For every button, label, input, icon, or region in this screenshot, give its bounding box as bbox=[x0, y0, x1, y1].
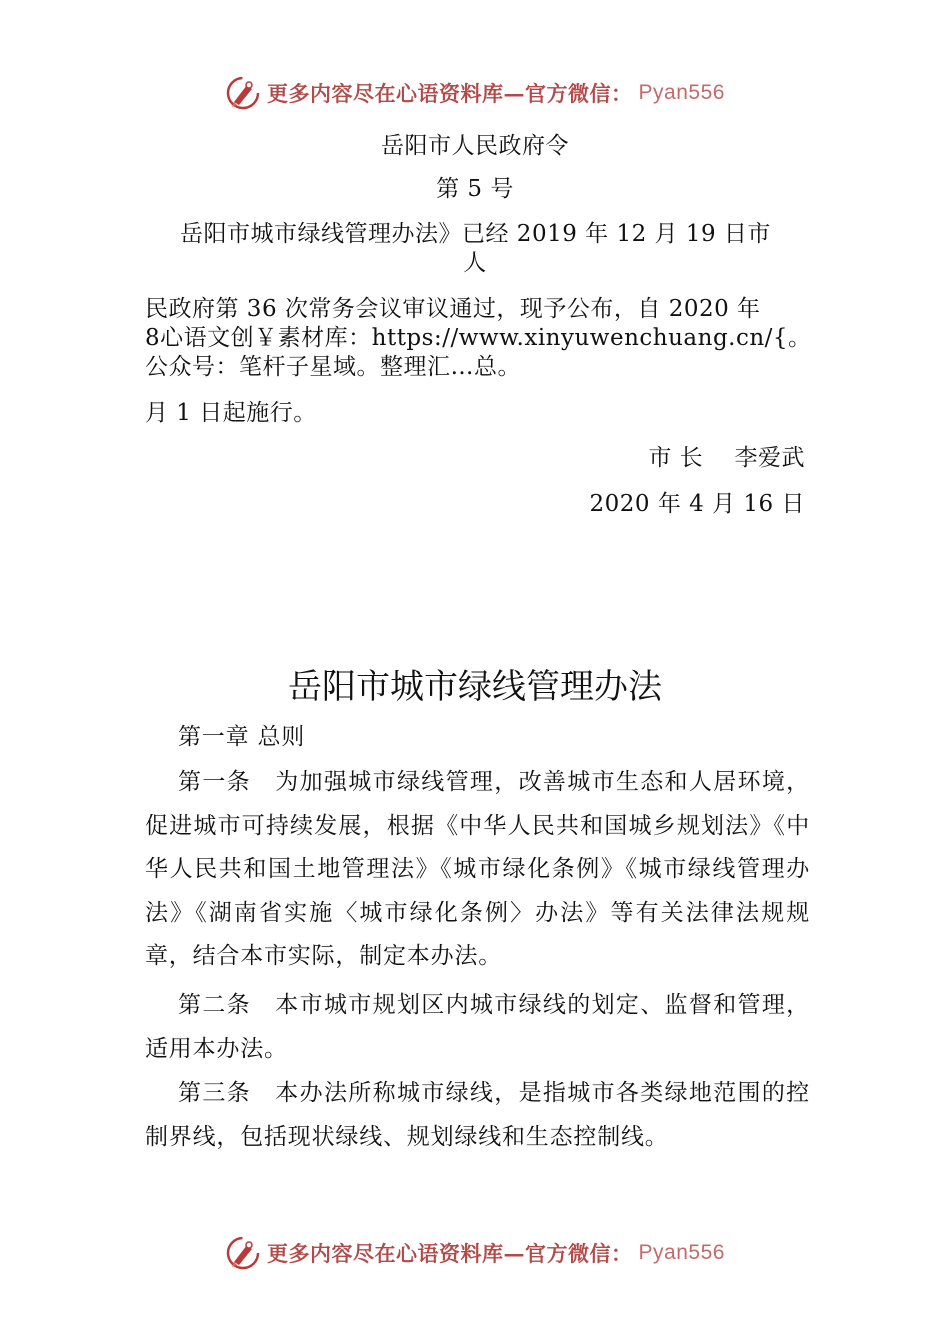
decree-line: 人 bbox=[463, 250, 487, 276]
pen-logo-icon bbox=[225, 1235, 261, 1271]
watermark-text: 更多内容尽在心语资料库—官方微信： bbox=[267, 1241, 633, 1266]
watermark-inline-text: 8心语文创￥素材库：https://www.xinyuwenchuang.cn/{。 bbox=[145, 325, 812, 351]
decree-line: 岳阳市城市绿线管理办法》已经 2019 年 12 月 19 日市 bbox=[180, 221, 771, 247]
article-3: 第三条 本办法所称城市绿线，是指城市各类绿地范围的控制界线，包括现状绿线、规划绿线和生态控制线。 bbox=[145, 1080, 810, 1150]
article-2: 第二条 本市城市规划区内城市绿线的划定、监督和管理，适用本办法。 bbox=[145, 992, 810, 1062]
decree-number: 第 5 号 bbox=[436, 176, 514, 202]
decree-date: 2020 年 4 月 16 日 bbox=[589, 491, 805, 517]
wechat-id: Pyan556 bbox=[638, 1241, 725, 1264]
decree-line: 民政府第 36 次常务会议审议通过，现予公布，自 2020 年 bbox=[145, 296, 761, 322]
decree-issuer: 岳阳市人民政府令 bbox=[381, 133, 569, 159]
document-title: 岳阳市城市绿线管理办法 bbox=[288, 667, 662, 707]
chapter-heading: 第一章 总则 bbox=[178, 724, 306, 750]
wechat-id: Pyan556 bbox=[638, 81, 725, 104]
decree-line: 月 1 日起施行。 bbox=[145, 400, 317, 426]
mayor-signature: 市 长 李爱武 bbox=[648, 445, 805, 471]
watermark-text: 更多内容尽在心语资料库—官方微信： bbox=[267, 81, 633, 106]
pen-logo-icon bbox=[225, 75, 261, 111]
watermark-banner-bottom bbox=[0, 1233, 950, 1273]
watermark-banner-top bbox=[0, 73, 950, 113]
watermark-inline-text: 公众号：笔杆子星域。整理汇…总。 bbox=[145, 354, 521, 380]
article-1: 第一条 为加强城市绿线管理，改善城市生态和人居环境，促进城市可持续发展，根据《中华人民共和国城乡规划法》《中华人民共和国土地管理法》《城市绿化条例》《城市绿线管理办法》《湖南省实施〈城市绿化条例〉办法》等有关法律法规规章，结合本市实际，制定本办法。 bbox=[145, 769, 810, 969]
